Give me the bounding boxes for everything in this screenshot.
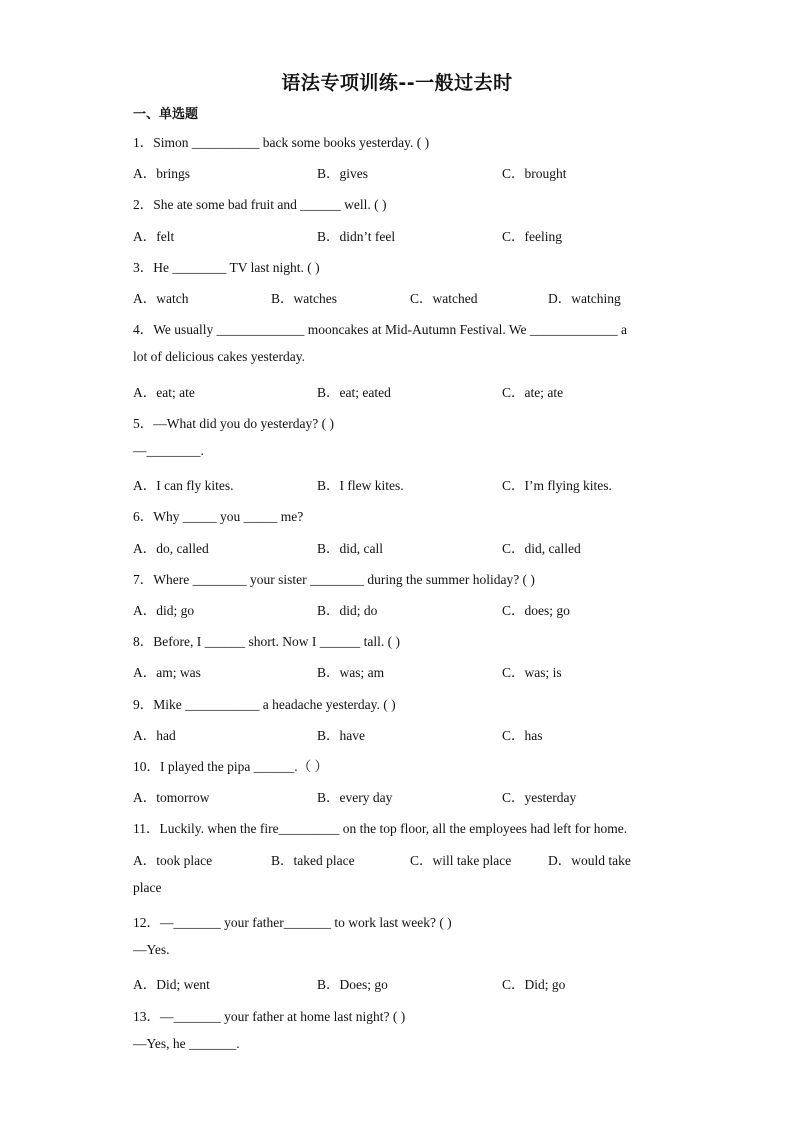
option-c: C．did, called: [502, 541, 581, 556]
question-stem-continued: lot of delicious cakes yesterday.: [133, 349, 305, 364]
option-d-wrap: place: [133, 880, 162, 895]
question-stem: 5．—What did you do yesterday? ( ): [133, 416, 334, 431]
option-a: A．felt: [133, 229, 175, 244]
option-a: A．do, called: [133, 541, 209, 556]
question-stem-continued: —Yes, he _______.: [133, 1036, 240, 1051]
question-stem-continued: —Yes.: [133, 942, 170, 957]
option-a: A．had: [133, 728, 176, 743]
option-a: A．took place: [133, 853, 213, 868]
question-stem: 4．We usually _____________ mooncakes at Mid-Autumn Festival. We _____________ a: [133, 322, 628, 337]
option-b: B．watches: [271, 291, 337, 306]
question-stem: 6．Why _____ you _____ me?: [133, 509, 304, 524]
question-stem: 12．—_______ your father_______ to work last week? ( ): [133, 915, 452, 930]
option-a: A．did; go: [133, 603, 195, 618]
option-c: C．I’m flying kites.: [502, 478, 612, 493]
option-a: A．tomorrow: [133, 790, 210, 805]
question-stem: 9．Mike ___________ a headache yesterday. ( ): [133, 697, 396, 712]
question-stem: 1．Simon __________ back some books yesterday. ( ): [133, 135, 430, 150]
page-title: 语法专项训练--一般过去时: [281, 72, 513, 94]
option-c: C．has: [502, 728, 543, 743]
option-c: C．watched: [410, 291, 478, 306]
option-c: C．feeling: [502, 229, 562, 244]
option-b: B．I flew kites.: [317, 478, 404, 493]
option-d: D．watching: [548, 291, 621, 306]
question-stem-continued: —________.: [133, 443, 204, 458]
option-d: D．would take: [548, 853, 631, 868]
question-stem: 3．He ________ TV last night. ( ): [133, 260, 320, 275]
question-stem: 11．Luckily. when the fire_________ on the top floor, all the employees had left for home.: [133, 821, 628, 836]
option-a: A．watch: [133, 291, 189, 306]
option-c: C．Did; go: [502, 977, 566, 992]
option-c: C．yesterday: [502, 790, 577, 805]
option-c: C．was; is: [502, 665, 562, 680]
option-a: A．eat; ate: [133, 385, 195, 400]
question-stem: 8．Before, I ______ short. Now I ______ tall. ( ): [133, 634, 400, 649]
section-heading: 一、单选题: [133, 107, 199, 122]
question-stem: 7．Where ________ your sister ________ during the summer holiday? ( ): [133, 572, 535, 587]
option-c: C．brought: [502, 166, 567, 181]
question-stem: 13．—_______ your father at home last night? ( ): [133, 1009, 406, 1024]
option-a: A．I can fly kites.: [133, 478, 234, 493]
question-stem: 2．She ate some bad fruit and ______ well. ( ): [133, 197, 387, 212]
option-a: A．brings: [133, 166, 190, 181]
option-b: B．every day: [317, 790, 393, 805]
question-stem: 10．I played the pipa ______.（ ）: [133, 759, 328, 774]
option-b: B．was; am: [317, 665, 385, 680]
option-a: A．am; was: [133, 665, 201, 680]
option-b: B．did; do: [317, 603, 378, 618]
option-c: C．ate; ate: [502, 385, 564, 400]
option-b: B．did, call: [317, 541, 383, 556]
option-c: C．will take place: [410, 853, 512, 868]
option-b: B．didn’t feel: [317, 229, 396, 244]
option-b: B．eat; eated: [317, 385, 391, 400]
option-b: B．have: [317, 728, 365, 743]
option-a: A．Did; went: [133, 977, 210, 992]
option-b: B．Does; go: [317, 977, 388, 992]
option-c: C．does; go: [502, 603, 570, 618]
option-b: B．gives: [317, 166, 369, 181]
option-b: B．taked place: [271, 853, 355, 868]
